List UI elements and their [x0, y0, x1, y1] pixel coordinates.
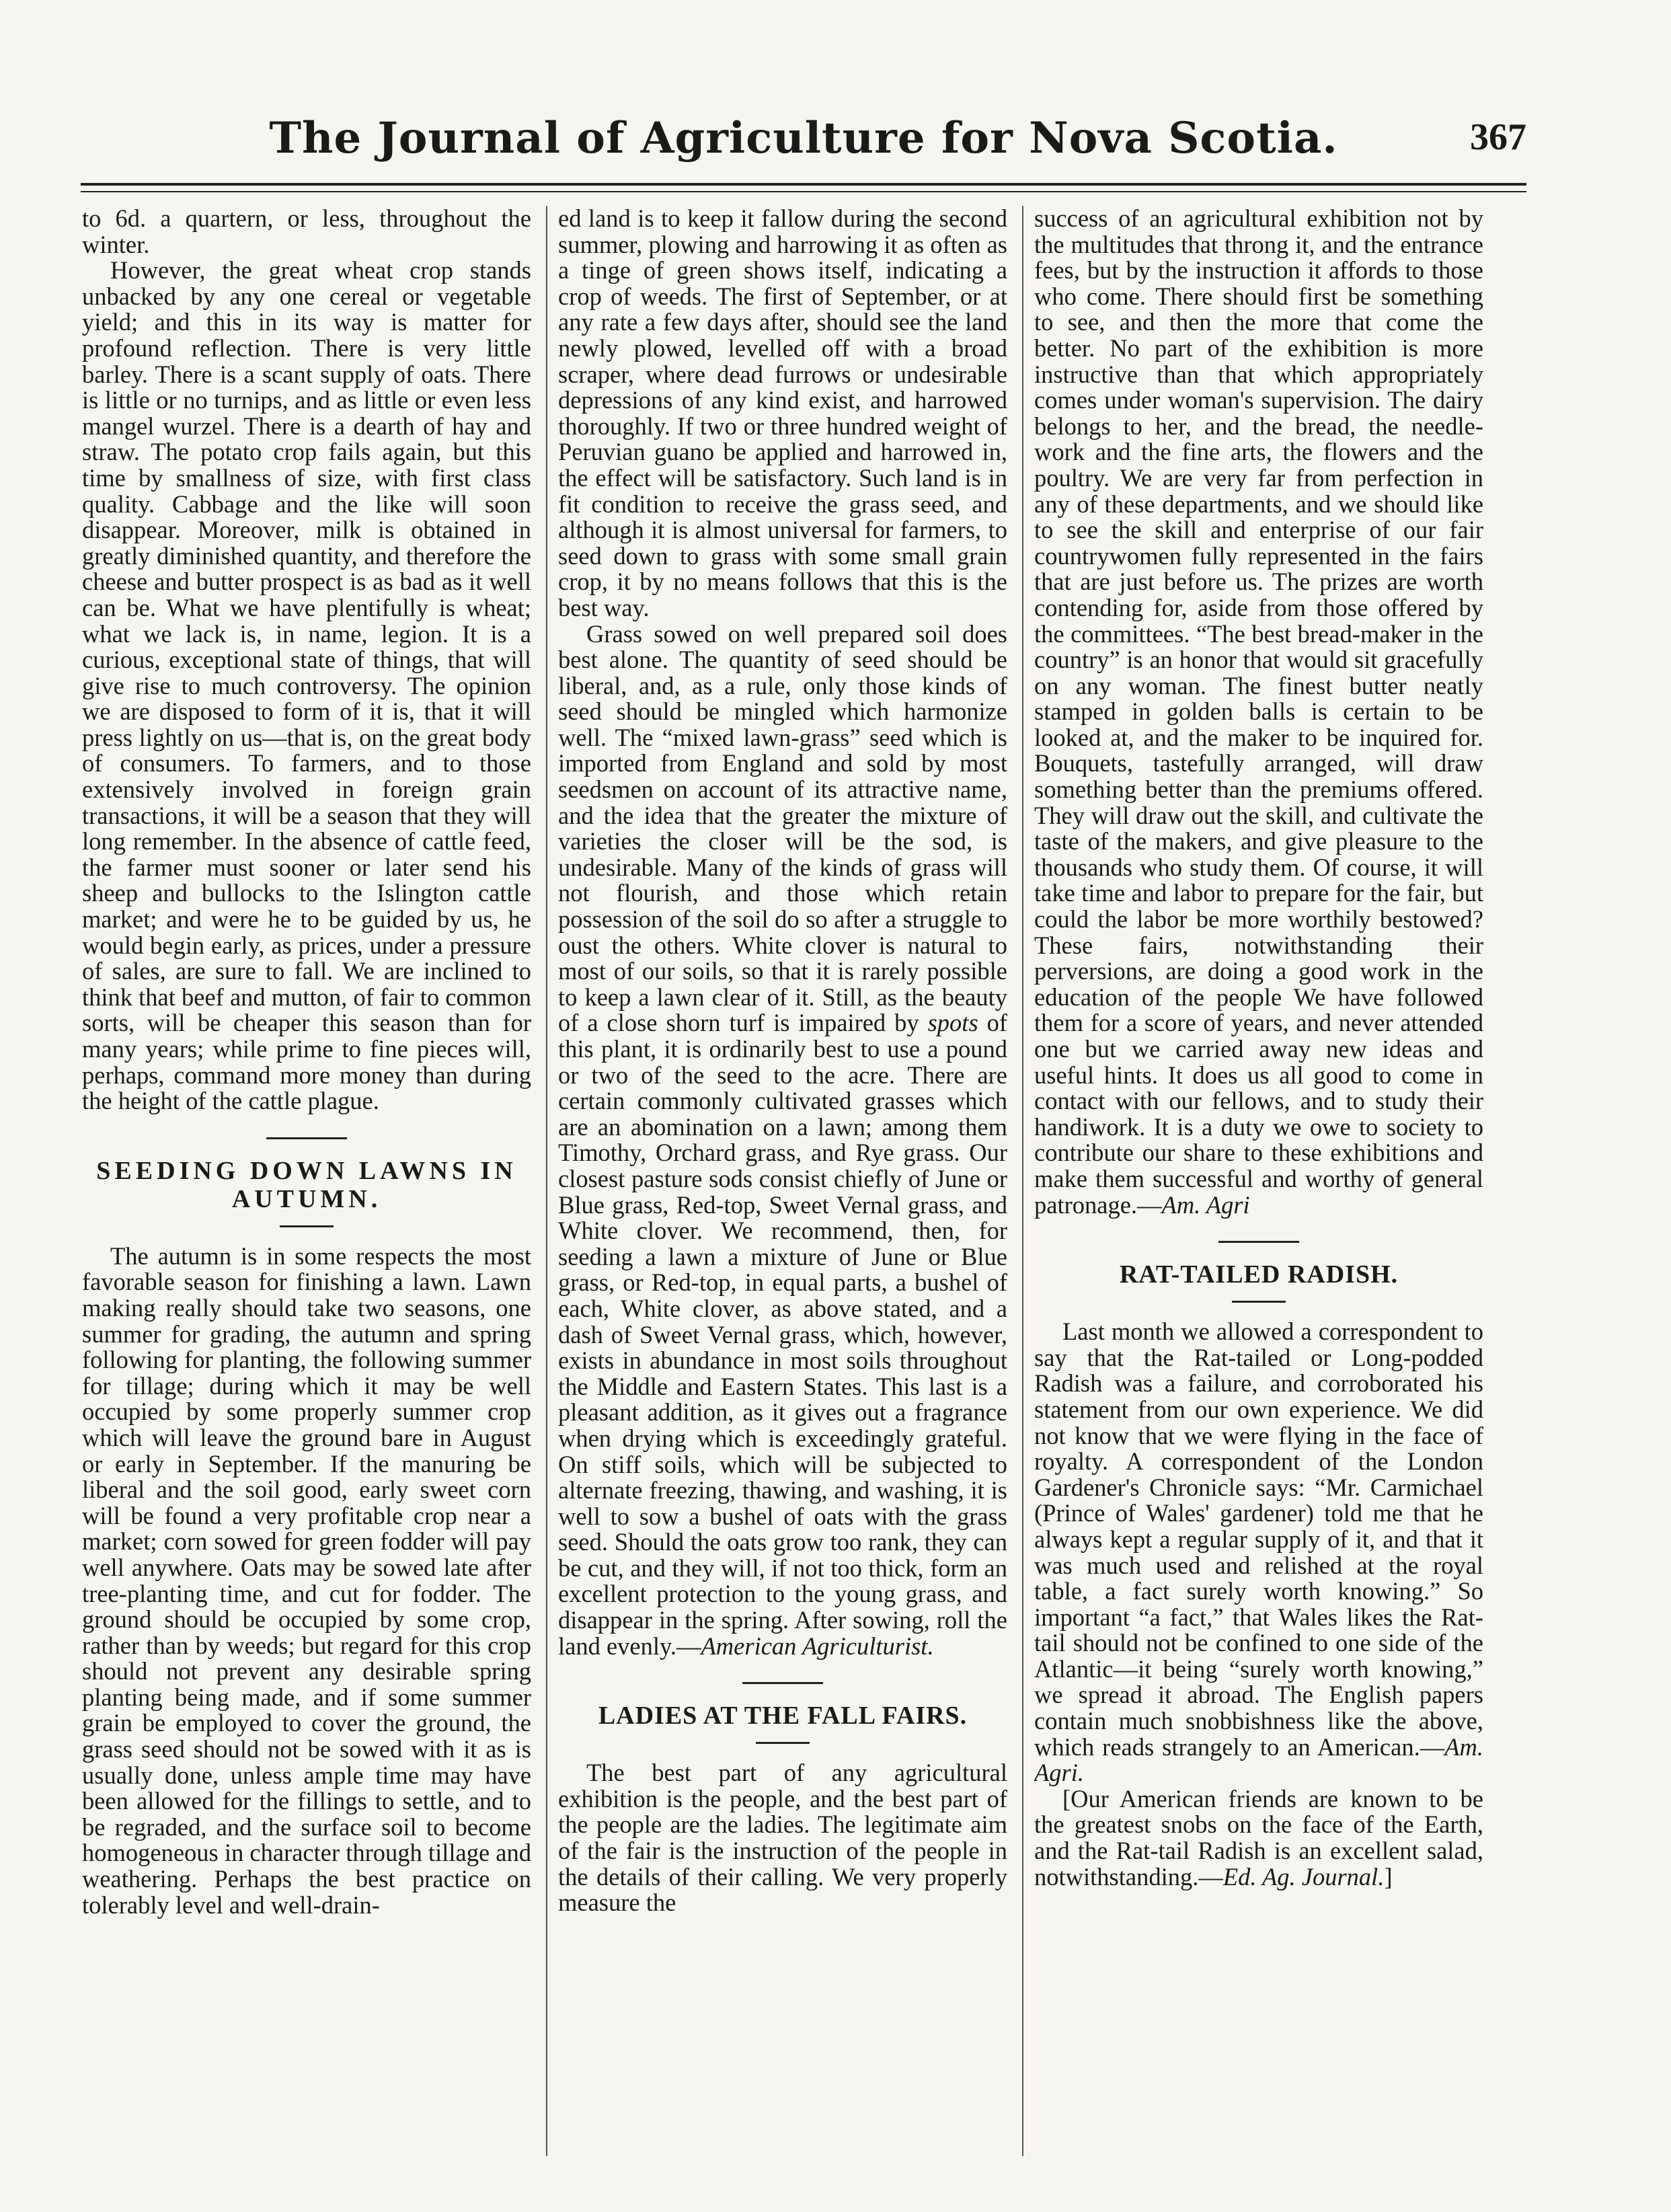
paragraph-text: Last month we allowed a correspondent to say that the Rat-tailed or Long-podded Radish was a failure, and corroborated his statement from our own experience. We did not know that we were flying in the face of royalty. A correspondent of the London Gardener's Chronicle says: “Mr. Carmichael (Prince of Wales' gardener) told me that he always kept a regular supply of it, and that it was much used and relished at the royal table, a fact surely worth knowing.” So important “a fact,” that Wales likes the Rat-tail should not be confined to one side of the Atlantic—it being “surely worth knowing,” we spread it abroad. The English papers contain much snobbishness like the above, which reads strangely to an American.— [1034, 1318, 1483, 1761]
section-separator [266, 1137, 347, 1139]
paragraph-text: of this plant, it is ordinarily best to use a pound or two of the seed to the acre. There are certain commonly cultivated grasses which are an abomination on a lawn; among them Timothy, Orchard grass, and Rye grass. Our closest pasture sods consist chiefly of June or Blue grass, Red-top, Sweet Vernal grass, and White clover. We recommend, then, for seeding a lawn a mixture of June or Blue grass, or Red-top, in equal parts, a bushel of each, White clover, as above stated, and a dash of Sweet Vernal grass, which, however, exists in abundance in most soils throughout the Middle and Eastern States. This last is a pleasant addition, as it gives out a fragrance when drying which is exceedingly grateful. On stiff soils, which will be subjected to alternate freezing, thawing, and washing, it is well to sow a bushel of oats with the grass seed. Should the oats grow too rank, they can be cut, and they will, if not too thick, form an excellent protection to the young grass, and disappear in the spring. After sowing, roll the land evenly.— [558, 1009, 1007, 1660]
running-title: The Journal of Agriculture for Nova Scotia. [269, 113, 1338, 163]
paragraph [558, 621, 1007, 1660]
paragraph [1034, 206, 1483, 1218]
paragraph: The autumn is in some respects the most favorable season for finishing a lawn. Lawn making really should take two seasons, one summer for grading, the autumn and spring following for planting, the following summer for tillage; during which it may be well occupied by some properly summer crop which will leave the ground bare in August or early in September. If the manuring be liberal and the soil good, early sweet corn will be found a very profitable crop near a market; corn sowed for green fodder will pay well anywhere. Oats may be sowed late after tree-planting time, and cut for fodder. The ground should be occupied by some crop, rather than by weeds; but regard for this crop should not prevent any desirable spring planting being made, and if some summer grain be employed to cover the ground, the grass seed should not be sowed with it as is usually done, unless ample time may have been allowed for the fillings to settle, and to be regraded, and the surface soil to become homogeneous in character through tillage and weathering. Perhaps the best practice on tolerably level and well-drain- [82, 1242, 531, 1919]
section-separator [756, 1742, 810, 1744]
paragraph [1034, 1319, 1483, 1786]
paragraph-text: [Our American friends are known to be the greatest snobs on the face of the Earth, and the Rat-tail Radish is an excellent salad, notwithstanding.— [1034, 1784, 1483, 1891]
section-separator [1218, 1241, 1299, 1243]
page-header [81, 113, 1526, 174]
paragraph: to 6d. a quartern, or less, throughout the winter. [82, 206, 531, 258]
column-3 [1034, 206, 1483, 2149]
source-credit: Ed. Ag. Journal. [1222, 1862, 1385, 1891]
article-heading: RAT-TAILED RADISH. [1119, 1260, 1399, 1289]
article-heading: LADIES AT THE FALL FAIRS. [598, 1702, 968, 1730]
section-separator [280, 1225, 334, 1227]
paragraph [1034, 1786, 1483, 1890]
column-divider [546, 206, 547, 2156]
column-divider [1022, 206, 1023, 2156]
source-credit: American Agriculturist. [701, 1632, 934, 1660]
closing-bracket: ] [1384, 1862, 1393, 1891]
column-1 [82, 206, 531, 2149]
paragraph: ed land is to keep it fallow during the second summer, plowing and harrowing it as often as a tinge of green shows itself, indicating a crop of weeds. The first of September, or at any rate a few days after, should see the land newly plowed, levelled off with a broad scraper, where dead furrows or undesirable depressions of any kind exist, and harrowed thoroughly. If two or three hundred weight of Peruvian guano be applied and harrowed in, the effect will be satisfactory. Such land is in fit condition to receive the grass seed, and although it is almost universal for farmers, to seed down to grass with some small grain crop, it by no means follows that this is the best way. [558, 206, 1007, 621]
section-separator [1232, 1301, 1286, 1303]
emphasis: spots [927, 1009, 978, 1037]
header-rule-thick [81, 183, 1526, 186]
source-credit: Am. Agri. [1034, 1732, 1483, 1787]
section-separator [742, 1682, 823, 1684]
article-heading: SEEDING DOWN LAWNS IN AUTUMN. [96, 1156, 517, 1213]
column-2 [558, 206, 1007, 2149]
paragraph-text: Grass sowed on well prepared soil does best alone. The quantity of seed should be liberal, and, as a rule, only those kinds of seed should be mingled which harmonize well. The “mixed lawn-grass” seed which is imported from England and sold by most seedsmen on account of its attractive name, and the idea that the greater the mixture of varieties the closer will be the sod, is undesirable. Many of the kinds of grass will not flourish, and those which retain possession of the soil do so after a struggle to oust the others. White clover is natural to most of our soils, so that it is rarely possible to keep a lawn clear of it. Still, as the beauty of a close shorn turf is impaired by [558, 619, 1007, 1037]
paragraph: The best part of any agricultural exhibition is the people, and the best part of the people are the ladies. The legitimate aim of the fair is the instruction of the people in the details of their calling. We very properly measure the [558, 1759, 1007, 1917]
source-credit: Am. Agri [1161, 1190, 1250, 1219]
header-rule-thin [81, 191, 1526, 192]
page-number: 367 [1470, 116, 1526, 158]
paragraph: However, the great wheat crop stands unbacked by any one cereal or vegetable yield; and this in its way is matter for profound reflection. There is very little barley. There is a scant supply of oats. There is little or no turnips, and as little or even less mangel wurzel. There is a dearth of hay and straw. The potato crop fails again, but this time by smallness of size, with first class quality. Cabbage and the like will soon disappear. Moreover, milk is obtained in greatly diminished quantity, and therefore the cheese and butter prospect is as bad as it well can be. What we have plentifully is wheat; what we lack is, in name, legion. It is a curious, exceptional state of things, that will give rise to much controversy. The opinion we are disposed to form of it is, that it will press lightly on us—that is, on the great body of consumers. To farmers, and to those extensively involved in foreign grain transactions, it will be a season that they will long remember. In the absence of cattle feed, the farmer must sooner or later send his sheep and bullocks to the Islington cattle market; and were he to be guided by us, he would begin early, as prices, under a pressure of sales, are sure to fall. We are inclined to think that beef and mutton, of fair to common sorts, will be cheaper this season than for many years; while prime to fine pieces will, perhaps, command more money than during the height of the cattle plague. [82, 256, 531, 1115]
paragraph-text: success of an agricultural exhibition not by the multitudes that throng it, and the entrance fees, but by the instruction it affords to those who come. There should first be something to see, and then the more that come the better. No part of the exhibition is more instructive than that which appropriately comes under woman's supervision. The dairy belongs to her, and the bread, the needle-work and the fine arts, the flowers and the poultry. We are very far from perfection in any of these departments, and we should like to see the skill and enterprise of our fair countrywomen fully represented in the fairs that are just before us. The prizes are worth contending for, aside from those offered by the committees. “The best bread-maker in the country” is an honor that would sit gracefully on any woman. The finest butter neatly stamped in golden balls is certain to be looked at, and the maker to be inquired for. Bouquets, tastefully arranged, will draw something better than the premiums offered. They will draw out the skill, and cultivate the taste of the makers, and give pleasure to the thousands who study them. Of course, it will take time and labor to prepare for the fair, but could the labor be more worthily bestowed? These fairs, notwithstanding their perversions, are doing a good work in the education of the people We have followed them for a score of years, and never attended one but we carried away new ideas and useful hints. It does us all good to come in contact with our fellows, and to study their handiwork. It is a duty we owe to society to contribute our share to these exhibitions and make them successful and worthy of general patronage.— [1034, 206, 1483, 1219]
